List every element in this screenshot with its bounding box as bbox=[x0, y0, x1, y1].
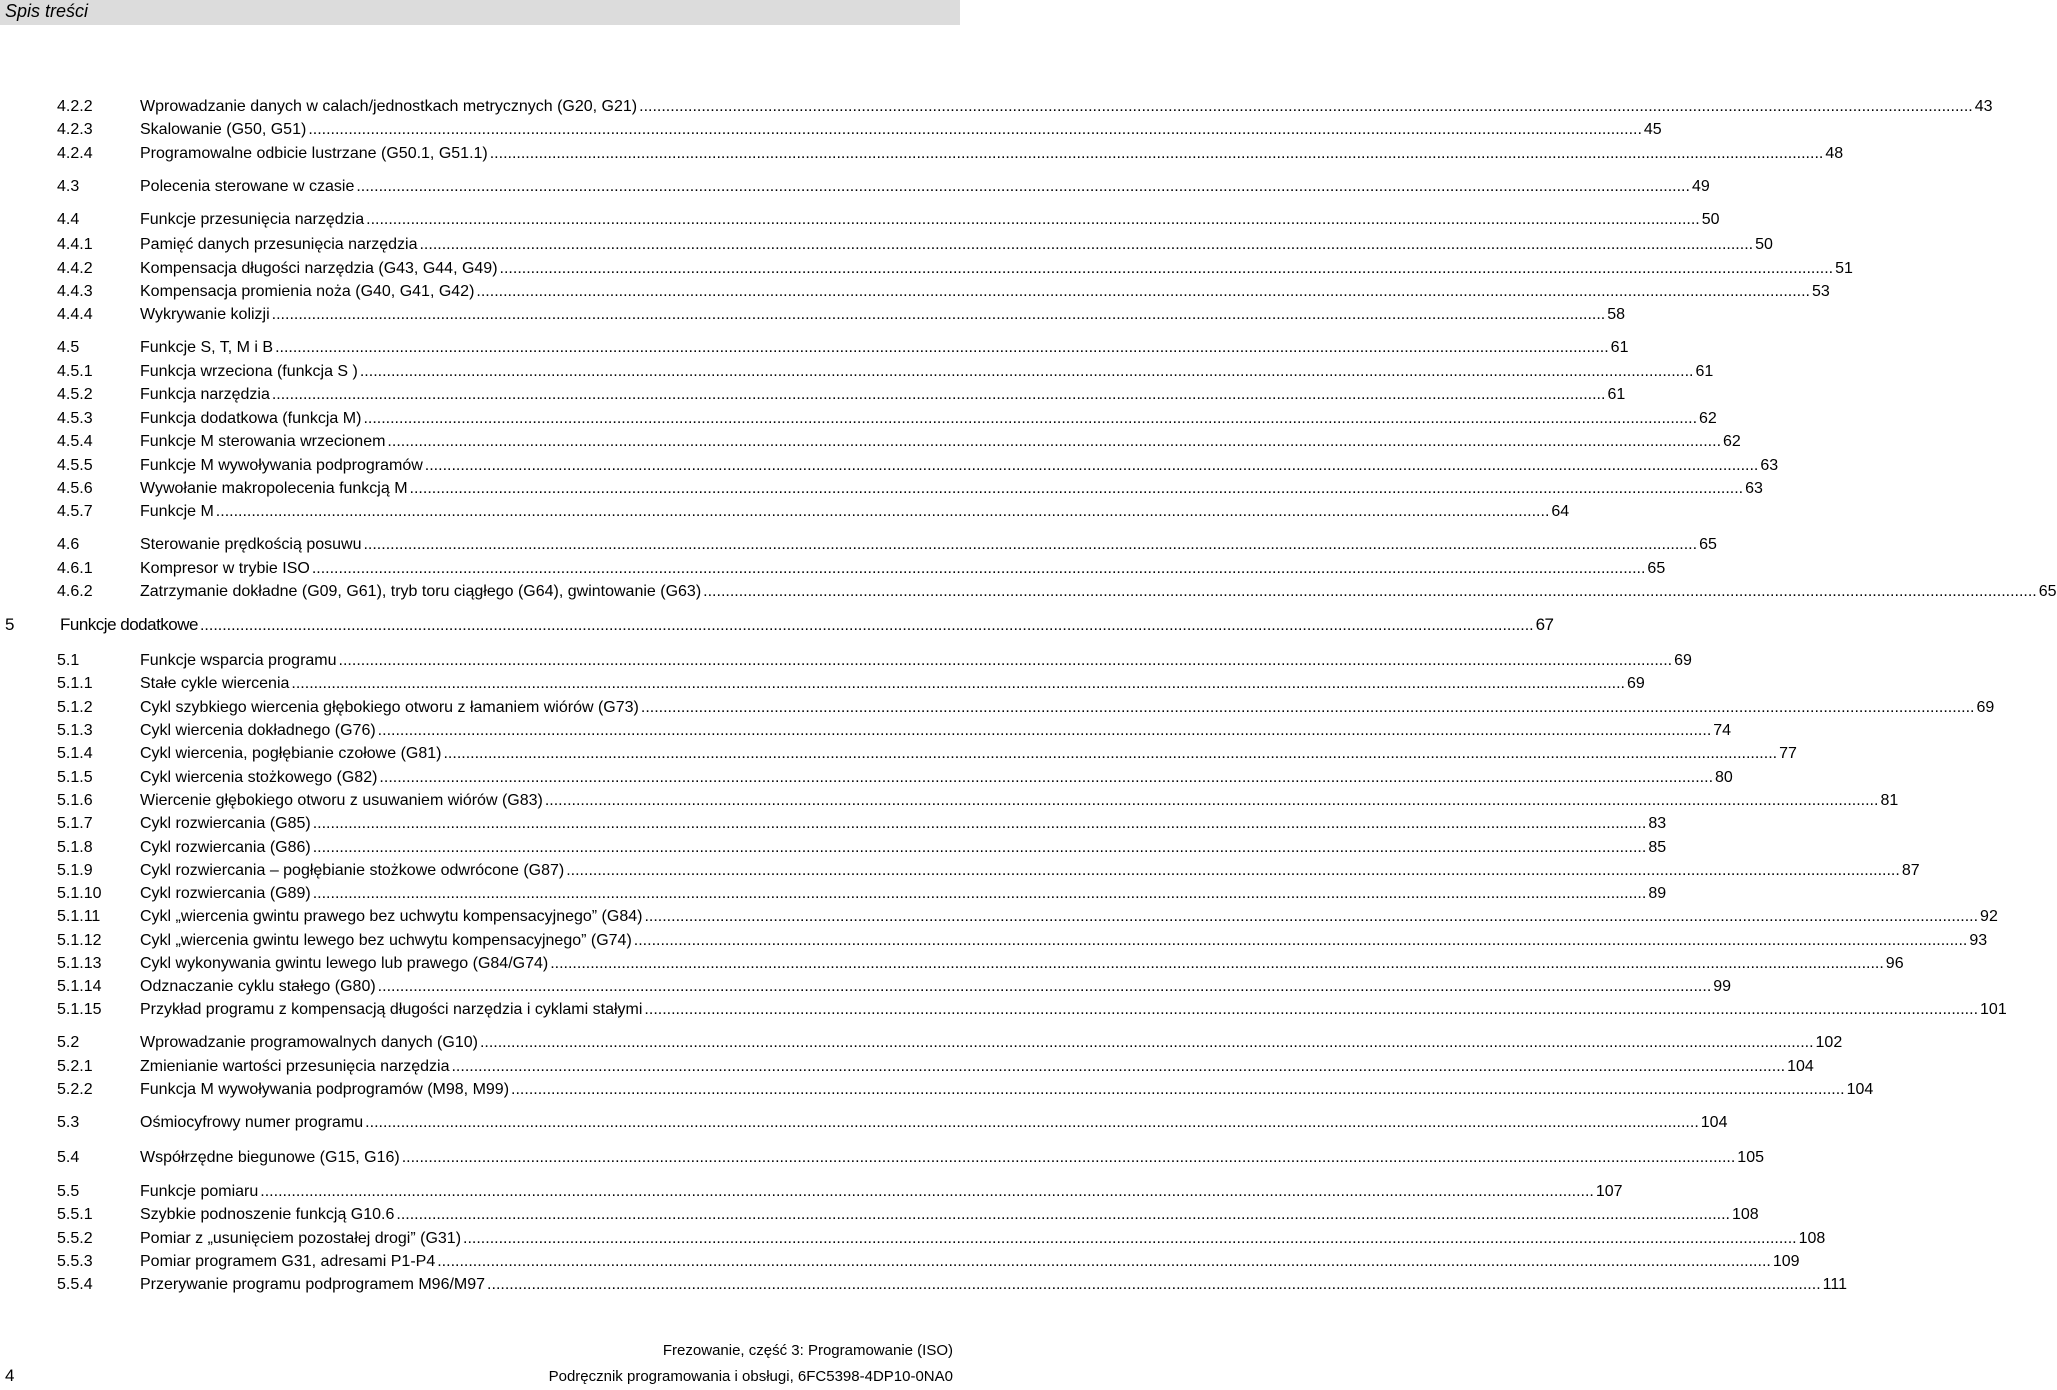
toc-page-number: 87 bbox=[1901, 862, 1920, 879]
toc-title: Polecenia sterowane w czasie bbox=[140, 178, 355, 195]
page-header bbox=[0, 0, 960, 25]
toc-number: 5.1 bbox=[57, 652, 80, 669]
toc-entry bbox=[140, 142, 1844, 166]
toc-entry bbox=[140, 672, 1645, 696]
toc-title: Cykl „wiercenia gwintu prawego bez uchwytu kompensacyjnego” (G84) bbox=[140, 908, 643, 925]
toc-leader-dots: ............................................................................................................................................................................................................................................................................................................ bbox=[479, 1034, 1814, 1051]
toc-entry bbox=[140, 719, 1732, 743]
toc-title: Wprowadzanie danych w calach/jednostkach metrycznych (G20, G21) bbox=[140, 98, 638, 115]
toc-page-number: 50 bbox=[1701, 211, 1720, 228]
toc-title: Funkcja M wywoływania podprogramów (M98, M99) bbox=[140, 1081, 510, 1098]
toc-title: Funkcja narzędzia bbox=[140, 386, 270, 403]
toc-entry bbox=[140, 1250, 1800, 1274]
toc-page-number: 45 bbox=[1643, 121, 1662, 138]
toc-number: 4.2.2 bbox=[57, 98, 93, 115]
toc-row[interactable] bbox=[0, 477, 1763, 501]
toc-title: Cykl „wiercenia gwintu lewego bez uchwytu kompensacyjnego” (G74) bbox=[140, 932, 632, 949]
toc-page-number: 67 bbox=[1535, 615, 1554, 634]
toc-entry bbox=[140, 430, 1741, 454]
toc-row[interactable] bbox=[0, 360, 1714, 384]
toc-title: Wprowadzanie programowalnych danych (G10) bbox=[140, 1034, 478, 1051]
toc-page-number: 77 bbox=[1779, 745, 1797, 762]
toc-entry bbox=[140, 998, 2007, 1022]
toc-row[interactable] bbox=[0, 1203, 1759, 1227]
toc-title: Wiercenie głębokiego otworu z usuwaniem wiórów (G83) bbox=[140, 792, 543, 809]
toc-page-number: 62 bbox=[1723, 433, 1741, 450]
toc-page-number: 89 bbox=[1648, 885, 1667, 902]
toc-page-number: 80 bbox=[1715, 769, 1733, 786]
toc-page-number: 111 bbox=[1822, 1276, 1847, 1293]
toc-leader-dots: ............................................................................................................................................................................................................................................................................................................ bbox=[291, 675, 1625, 692]
toc-number: 4.6.1 bbox=[57, 560, 93, 577]
toc-page-number: 61 bbox=[1610, 339, 1629, 356]
toc-number: 5.1.9 bbox=[57, 862, 93, 879]
toc-title: Funkcje dodatkowe bbox=[60, 615, 198, 634]
toc-row[interactable] bbox=[0, 998, 2007, 1022]
toc-page-number: 61 bbox=[1607, 386, 1626, 403]
toc-entry bbox=[140, 233, 1773, 257]
toc-leader-dots: ............................................................................................................................................................................................................................................................................................................ bbox=[338, 652, 1673, 669]
toc-entry bbox=[140, 175, 1710, 199]
toc-leader-dots: ............................................................................................................................................................................................................................................................................................................ bbox=[363, 536, 1698, 553]
toc-title: Współrzędne biegunowe (G15, G16) bbox=[140, 1149, 400, 1166]
toc-title: Sterowanie prędkością posuwu bbox=[140, 536, 362, 553]
toc-number: 5.1.7 bbox=[57, 815, 93, 832]
toc-title: Kompresor w trybie ISO bbox=[140, 560, 310, 577]
toc-row[interactable] bbox=[0, 500, 1570, 524]
toc-row[interactable] bbox=[0, 208, 1720, 232]
toc-leader-dots: ............................................................................................................................................................................................................................................................................................................ bbox=[463, 1230, 1797, 1247]
toc-entry bbox=[140, 1111, 1728, 1135]
toc-number: 5.1.12 bbox=[57, 932, 102, 949]
toc-number: 5.5.1 bbox=[57, 1206, 93, 1223]
toc-leader-dots: ............................................................................................................................................................................................................................................................................................................ bbox=[387, 433, 1722, 450]
toc-page-number: 69 bbox=[1976, 699, 1995, 716]
toc-row[interactable] bbox=[0, 336, 1629, 360]
toc-title: Funkcje M wywoływania podprogramów bbox=[140, 457, 423, 474]
toc-number: 5.3 bbox=[57, 1114, 80, 1131]
toc-row[interactable] bbox=[0, 696, 1995, 720]
toc-title: Funkcja dodatkowa (funkcja M) bbox=[140, 410, 362, 427]
toc-leader-dots: ............................................................................................................................................................................................................................................................................................................ bbox=[424, 457, 1759, 474]
toc-title: Cykl rozwiercania (G86) bbox=[140, 839, 311, 856]
toc-page-number: 58 bbox=[1607, 306, 1626, 323]
toc-number: 5.4 bbox=[57, 1149, 80, 1166]
toc-row[interactable] bbox=[0, 407, 1717, 431]
toc-title: Cykl rozwiercania (G85) bbox=[140, 815, 311, 832]
toc-number: 5.1.8 bbox=[57, 839, 93, 856]
toc-title: Programowalne odbicie lustrzane (G50.1, G51.1) bbox=[140, 145, 488, 162]
toc-page-number: 99 bbox=[1713, 978, 1732, 995]
toc-number: 4.5.4 bbox=[57, 433, 93, 450]
toc-number: 5.5.4 bbox=[57, 1276, 93, 1293]
toc-entry bbox=[140, 336, 1629, 360]
header-title: Spis treści bbox=[5, 1, 89, 21]
toc-number: 5.1.13 bbox=[57, 955, 102, 972]
toc-page-number: 62 bbox=[1699, 410, 1717, 427]
toc-number: 4.4.1 bbox=[57, 236, 93, 253]
toc-leader-dots: ............................................................................................................................................................................................................................................................................................................ bbox=[359, 363, 1694, 380]
toc-entry bbox=[140, 118, 1662, 142]
toc-page-number: 85 bbox=[1648, 839, 1667, 856]
toc-entry bbox=[140, 929, 1988, 953]
toc-row[interactable] bbox=[0, 1146, 1764, 1170]
toc-number: 5.5 bbox=[57, 1183, 80, 1200]
toc-number: 5.2.1 bbox=[57, 1058, 93, 1075]
toc-row[interactable] bbox=[0, 557, 1666, 581]
toc-leader-dots: ............................................................................................................................................................................................................................................................................................................ bbox=[419, 236, 1754, 253]
toc-title: Przerywanie programu podprogramem M96/M97 bbox=[140, 1276, 486, 1293]
toc-page-number: 43 bbox=[1974, 98, 1993, 115]
toc-leader-dots: ............................................................................................................................................................................................................................................................................................................ bbox=[487, 1276, 1821, 1293]
toc-entry bbox=[140, 975, 1732, 999]
toc-entry bbox=[140, 257, 1853, 281]
toc-row[interactable] bbox=[0, 766, 1733, 790]
toc-leader-dots: ............................................................................................................................................................................................................................................................................................................ bbox=[356, 178, 1690, 195]
toc-title: Kompensacja długości narzędzia (G43, G44, G49) bbox=[140, 260, 498, 277]
toc-row[interactable] bbox=[0, 952, 1904, 976]
toc-number: 5 bbox=[5, 615, 14, 634]
toc-leader-dots: ............................................................................................................................................................................................................................................................................................................ bbox=[271, 306, 1606, 323]
toc-title: Pomiar z „usunięciem pozostałej drogi” (G31) bbox=[140, 1230, 462, 1247]
toc-leader-dots: ............................................................................................................................................................................................................................................................................................................ bbox=[312, 815, 1647, 832]
toc-number: 5.1.1 bbox=[57, 675, 93, 692]
toc-leader-dots: ............................................................................................................................................................................................................................................................................................................ bbox=[366, 211, 1700, 228]
toc-title: Cykl szybkiego wiercenia głębokiego otworu z łamaniem wiórów (G73) bbox=[140, 699, 639, 716]
toc-page-number: 101 bbox=[1980, 1001, 2007, 1018]
toc-page-number: 61 bbox=[1695, 363, 1714, 380]
toc-entry bbox=[140, 696, 1995, 720]
toc-title: Zmienianie wartości przesunięcia narzędzia bbox=[140, 1058, 450, 1075]
toc-leader-dots: ............................................................................................................................................................................................................................................................................................................ bbox=[476, 283, 1810, 300]
toc-number: 4.5.1 bbox=[57, 363, 93, 380]
toc-entry bbox=[60, 613, 1554, 638]
toc-page-number: 96 bbox=[1885, 955, 1904, 972]
toc-entry bbox=[140, 766, 1733, 790]
toc-row[interactable] bbox=[0, 859, 1920, 883]
toc-row[interactable] bbox=[0, 430, 1741, 454]
toc-title: Cykl wykonywania gwintu lewego lub prawego (G84/G74) bbox=[140, 955, 549, 972]
toc-entry bbox=[140, 882, 1667, 906]
toc-row[interactable] bbox=[0, 613, 1554, 637]
toc-page-number: 69 bbox=[1627, 675, 1645, 692]
toc-title: Funkcje M bbox=[140, 503, 214, 520]
toc-entry bbox=[140, 407, 1717, 431]
toc-page-number: 109 bbox=[1772, 1253, 1800, 1270]
toc-number: 4.5 bbox=[57, 339, 80, 356]
toc-entry bbox=[140, 789, 1899, 813]
toc-page-number: 108 bbox=[1798, 1230, 1826, 1247]
toc-page-number: 93 bbox=[1969, 932, 1988, 949]
toc-leader-dots: ............................................................................................................................................................................................................................................................................................................ bbox=[215, 503, 1550, 520]
toc-entry bbox=[140, 952, 1904, 976]
toc-leader-dots: ............................................................................................................................................................................................................................................................................................................ bbox=[511, 1081, 1845, 1098]
toc-row[interactable] bbox=[0, 789, 1899, 813]
toc-leader-dots: ............................................................................................................................................................................................................................................................................................................ bbox=[311, 560, 1646, 577]
toc-leader-dots: ............................................................................................................................................................................................................................................................................................................ bbox=[644, 908, 1979, 925]
footer-document-title: Frezowanie, część 3: Programowanie (ISO) bbox=[662, 1342, 953, 1359]
toc-title: Funkcje S, T, M i B bbox=[140, 339, 274, 356]
toc-title: Szybkie podnoszenie funkcją G10.6 bbox=[140, 1206, 395, 1223]
toc-leader-dots: ............................................................................................................................................................................................................................................................................................................ bbox=[703, 583, 2037, 600]
toc-number: 4.6.2 bbox=[57, 583, 93, 600]
toc-entry bbox=[140, 1273, 1847, 1297]
toc-row[interactable] bbox=[0, 454, 1779, 478]
toc-page-number: 74 bbox=[1713, 722, 1732, 739]
toc-leader-dots: ............................................................................................................................................................................................................................................................................................................ bbox=[443, 745, 1778, 762]
toc-entry bbox=[140, 208, 1720, 232]
toc-row[interactable] bbox=[0, 175, 1710, 199]
toc-row[interactable] bbox=[0, 580, 2057, 604]
toc-title: Cykl rozwiercania (G89) bbox=[140, 885, 311, 902]
toc-title: Kompensacja promienia noża (G40, G41, G42) bbox=[140, 283, 475, 300]
toc-number: 5.1.11 bbox=[57, 908, 101, 925]
toc-page-number: 63 bbox=[1760, 457, 1779, 474]
toc-number: 5.1.14 bbox=[57, 978, 102, 995]
toc-leader-dots: ............................................................................................................................................................................................................................................................................................................ bbox=[550, 955, 1884, 972]
toc-page-number: 81 bbox=[1880, 792, 1899, 809]
toc-row[interactable] bbox=[0, 233, 1773, 257]
toc-row[interactable] bbox=[0, 280, 1830, 304]
toc-title: Funkcje przesunięcia narzędzia bbox=[140, 211, 365, 228]
toc-leader-dots: ............................................................................................................................................................................................................................................................................................................ bbox=[566, 862, 1900, 879]
toc-row[interactable] bbox=[0, 882, 1667, 906]
toc-leader-dots: ............................................................................................................................................................................................................................................................................................................ bbox=[379, 769, 1714, 786]
toc-row[interactable] bbox=[0, 905, 1998, 929]
toc-entry bbox=[140, 836, 1667, 860]
toc-leader-dots: ............................................................................................................................................................................................................................................................................................................ bbox=[396, 1206, 1730, 1223]
toc-title: Funkcja wrzeciona (funkcja S ) bbox=[140, 363, 358, 380]
toc-entry bbox=[140, 1227, 1826, 1251]
toc-number: 4.5.5 bbox=[57, 457, 93, 474]
toc-number: 4.2.3 bbox=[57, 121, 93, 138]
toc-entry bbox=[140, 742, 1797, 766]
toc-number: 4.2.4 bbox=[57, 145, 93, 162]
toc-page-number: 50 bbox=[1755, 236, 1773, 253]
toc-row[interactable] bbox=[0, 533, 1717, 557]
toc-leader-dots: ............................................................................................................................................................................................................................................................................................................ bbox=[275, 339, 1609, 356]
toc-page-number: 83 bbox=[1648, 815, 1667, 832]
toc-title: Pamięć danych przesunięcia narzędzia bbox=[140, 236, 418, 253]
toc-entry bbox=[140, 280, 1830, 304]
toc-entry bbox=[140, 1055, 1814, 1079]
toc-number: 4.4.2 bbox=[57, 260, 93, 277]
toc-row[interactable] bbox=[0, 1250, 1800, 1274]
toc-title: Skalowanie (G50, G51) bbox=[140, 121, 307, 138]
toc-row[interactable] bbox=[0, 142, 1844, 166]
toc-row[interactable] bbox=[0, 95, 1993, 119]
toc-page-number: 49 bbox=[1691, 178, 1710, 195]
toc-title: Stałe cykle wiercenia bbox=[140, 675, 290, 692]
toc-title: Ośmiocyfrowy numer programu bbox=[140, 1114, 364, 1131]
toc-leader-dots: ............................................................................................................................................................................................................................................................................................................ bbox=[377, 722, 1712, 739]
toc-entry bbox=[140, 500, 1570, 524]
toc-entry bbox=[140, 360, 1714, 384]
toc-leader-dots: ............................................................................................................................................................................................................................................................................................................ bbox=[499, 260, 1834, 277]
toc-title: Wywołanie makropolecenia funkcją M bbox=[140, 480, 408, 497]
toc-row[interactable] bbox=[0, 975, 1732, 999]
toc-entry bbox=[140, 1031, 1843, 1055]
toc-title: Cykl wiercenia stożkowego (G82) bbox=[140, 769, 378, 786]
toc-leader-dots: ............................................................................................................................................................................................................................................................................................................ bbox=[451, 1058, 1786, 1075]
toc-row[interactable] bbox=[0, 1078, 1874, 1102]
toc-page-number: 104 bbox=[1787, 1058, 1814, 1075]
toc-entry bbox=[140, 383, 1626, 407]
toc-number: 5.2.2 bbox=[57, 1081, 93, 1098]
toc-number: 4.5.2 bbox=[57, 386, 93, 403]
toc-number: 4.6 bbox=[57, 536, 80, 553]
toc-title: Zatrzymanie dokładne (G09, G61), tryb toru ciągłego (G64), gwintowanie (G63) bbox=[140, 583, 702, 600]
toc-page-number: 107 bbox=[1595, 1183, 1623, 1200]
toc-row[interactable] bbox=[0, 1055, 1814, 1079]
toc-number: 5.1.3 bbox=[57, 722, 93, 739]
toc-number: 4.4 bbox=[57, 211, 80, 228]
toc-number: 5.5.2 bbox=[57, 1230, 93, 1247]
footer-manual-reference: Podręcznik programowania i obsługi, 6FC5398-4DP10-0NA0 bbox=[548, 1368, 953, 1385]
toc-leader-dots: ............................................................................................................................................................................................................................................................................................................ bbox=[260, 1183, 1594, 1200]
toc-row[interactable] bbox=[0, 719, 1732, 743]
toc-row[interactable] bbox=[0, 303, 1626, 327]
toc-page-number: 48 bbox=[1825, 145, 1844, 162]
toc-title: Funkcje M sterowania wrzecionem bbox=[140, 433, 386, 450]
toc-entry bbox=[140, 454, 1779, 478]
toc-number: 5.1.5 bbox=[57, 769, 93, 786]
toc-number: 5.5.3 bbox=[57, 1253, 93, 1270]
toc-row[interactable] bbox=[0, 1180, 1623, 1204]
toc-leader-dots: ............................................................................................................................................................................................................................................................................................................ bbox=[363, 410, 1698, 427]
toc-page-number: 63 bbox=[1745, 480, 1763, 497]
toc-page-number: 65 bbox=[1699, 536, 1717, 553]
toc-entry bbox=[140, 1203, 1759, 1227]
toc-entry bbox=[140, 1146, 1764, 1170]
toc-title: Pomiar programem G31, adresami P1-P4 bbox=[140, 1253, 436, 1270]
toc-entry bbox=[140, 557, 1666, 581]
toc-page-number: 65 bbox=[2038, 583, 2057, 600]
toc-row[interactable] bbox=[0, 929, 1988, 953]
toc-leader-dots: ............................................................................................................................................................................................................................................................................................................ bbox=[633, 932, 1968, 949]
toc-leader-dots: ............................................................................................................................................................................................................................................................................................................ bbox=[639, 98, 1973, 115]
toc-entry bbox=[140, 303, 1626, 327]
toc-entry bbox=[140, 905, 1998, 929]
toc-leader-dots: ............................................................................................................................................................................................................................................................................................................ bbox=[271, 386, 1606, 403]
toc-row[interactable] bbox=[0, 812, 1667, 836]
toc-title: Funkcje pomiaru bbox=[140, 1183, 259, 1200]
toc-row[interactable] bbox=[0, 118, 1662, 142]
toc-page-number: 53 bbox=[1812, 283, 1830, 300]
page-number: 4 bbox=[5, 1366, 15, 1385]
toc-page-number: 69 bbox=[1674, 652, 1692, 669]
toc-entry bbox=[140, 812, 1667, 836]
toc-page-number: 65 bbox=[1647, 560, 1666, 577]
toc-number: 4.5.7 bbox=[57, 503, 93, 520]
toc-number: 4.4.4 bbox=[57, 306, 93, 323]
toc-entry bbox=[140, 1180, 1623, 1204]
toc-number: 5.2 bbox=[57, 1034, 80, 1051]
toc-row[interactable] bbox=[0, 257, 1853, 281]
toc-row[interactable] bbox=[0, 836, 1667, 860]
toc-title: Wykrywanie kolizji bbox=[140, 306, 270, 323]
toc-leader-dots: ............................................................................................................................................................................................................................................................................................................ bbox=[489, 145, 1824, 162]
toc-entry bbox=[140, 580, 2057, 604]
toc-leader-dots: ............................................................................................................................................................................................................................................................................................................ bbox=[308, 121, 1642, 138]
toc-row[interactable] bbox=[0, 383, 1626, 407]
toc-number: 5.1.6 bbox=[57, 792, 93, 809]
toc-number: 5.1.15 bbox=[57, 1001, 102, 1018]
toc-page-number: 105 bbox=[1737, 1149, 1764, 1166]
toc-leader-dots: ............................................................................................................................................................................................................................................................................................................ bbox=[644, 1001, 1979, 1018]
toc-leader-dots: ............................................................................................................................................................................................................................................................................................................ bbox=[199, 617, 1534, 634]
toc-number: 5.1.4 bbox=[57, 745, 93, 762]
toc-page-number: 51 bbox=[1835, 260, 1853, 277]
toc-number: 5.1.2 bbox=[57, 699, 93, 716]
toc-leader-dots: ............................................................................................................................................................................................................................................................................................................ bbox=[409, 480, 1744, 497]
toc-entry bbox=[140, 533, 1717, 557]
toc-entry bbox=[140, 859, 1920, 883]
toc-entry bbox=[140, 1078, 1874, 1102]
toc-title: Cykl rozwiercania – pogłębianie stożkowe odwrócone (G87) bbox=[140, 862, 565, 879]
toc-title: Odznaczanie cyklu stałego (G80) bbox=[140, 978, 376, 995]
toc-leader-dots: ............................................................................................................................................................................................................................................................................................................ bbox=[377, 978, 1712, 995]
toc-number: 4.4.3 bbox=[57, 283, 93, 300]
toc-title: Przykład programu z kompensacją długości narzędzia i cyklami stałymi bbox=[140, 1001, 643, 1018]
toc-entry bbox=[140, 649, 1692, 673]
toc-leader-dots: ............................................................................................................................................................................................................................................................................................................ bbox=[365, 1114, 1699, 1131]
toc-number: 4.5.6 bbox=[57, 480, 93, 497]
toc-entry bbox=[140, 477, 1763, 501]
toc-title: Cykl wiercenia, pogłębianie czołowe (G81) bbox=[140, 745, 442, 762]
toc-page-number: 104 bbox=[1846, 1081, 1874, 1098]
toc-title: Cykl wiercenia dokładnego (G76) bbox=[140, 722, 376, 739]
toc-number: 4.3 bbox=[57, 178, 80, 195]
toc-row[interactable] bbox=[0, 1227, 1826, 1251]
toc-page-number: 104 bbox=[1700, 1114, 1728, 1131]
toc-leader-dots: ............................................................................................................................................................................................................................................................................................................ bbox=[437, 1253, 1771, 1270]
toc-page-number: 102 bbox=[1815, 1034, 1843, 1051]
toc-leader-dots: ............................................................................................................................................................................................................................................................................................................ bbox=[312, 885, 1647, 902]
toc-title: Funkcje wsparcia programu bbox=[140, 652, 337, 669]
toc-number: 5.1.10 bbox=[57, 885, 102, 902]
toc-number: 4.5.3 bbox=[57, 410, 93, 427]
toc-row[interactable] bbox=[0, 1031, 1843, 1055]
toc-row[interactable] bbox=[0, 649, 1692, 673]
toc-leader-dots: ............................................................................................................................................................................................................................................................................................................ bbox=[640, 699, 1975, 716]
toc-row[interactable] bbox=[0, 672, 1645, 696]
toc-entry bbox=[140, 95, 1993, 119]
toc-leader-dots: ............................................................................................................................................................................................................................................................................................................ bbox=[401, 1149, 1736, 1166]
toc-row[interactable] bbox=[0, 1111, 1728, 1135]
toc-page-number: 64 bbox=[1551, 503, 1570, 520]
toc-leader-dots: ............................................................................................................................................................................................................................................................................................................ bbox=[544, 792, 1879, 809]
toc-page-number: 108 bbox=[1731, 1206, 1759, 1223]
toc-row[interactable] bbox=[0, 1273, 1847, 1297]
toc-leader-dots: ............................................................................................................................................................................................................................................................................................................ bbox=[312, 839, 1647, 856]
toc-page-number: 92 bbox=[1980, 908, 1998, 925]
toc-row[interactable] bbox=[0, 742, 1797, 766]
